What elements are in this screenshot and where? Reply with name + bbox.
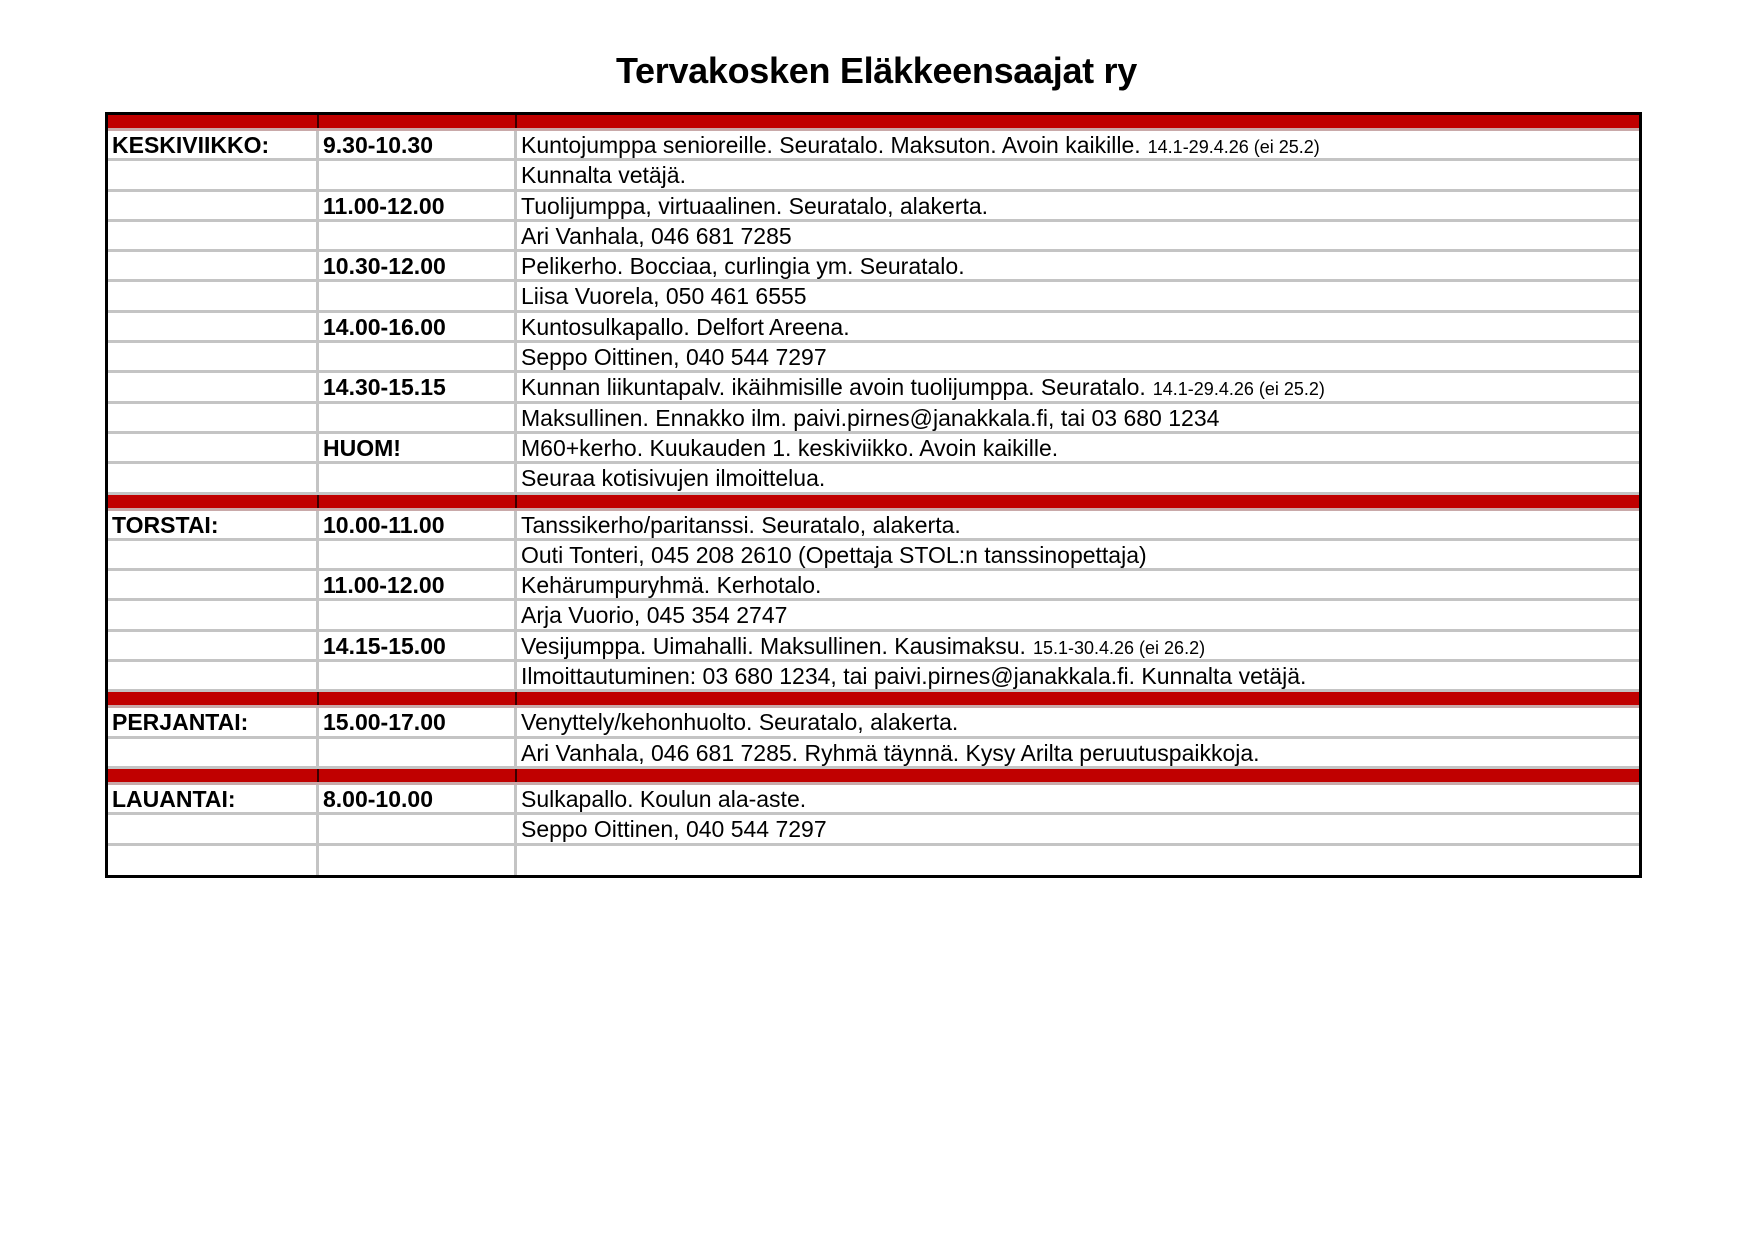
time-cell: 14.30-15.15 — [319, 373, 517, 400]
schedule-row — [108, 785, 1639, 815]
time-cell: 11.00-12.00 — [319, 192, 517, 219]
description-text: Tanssikerho/paritanssi. Seuratalo, alakerta. — [521, 511, 961, 538]
date-range-note: 15.1-30.4.26 (ei 26.2) — [1032, 637, 1206, 658]
day-cell — [108, 662, 319, 689]
day-cell — [108, 571, 319, 598]
day-cell — [108, 192, 319, 219]
time-cell — [319, 464, 517, 491]
schedule-row — [108, 222, 1639, 252]
description-text: Kunnalta vetäjä. — [521, 162, 686, 189]
schedule-row — [108, 541, 1639, 571]
date-range-note: 14.1-29.4.26 (ei 25.2) — [1147, 137, 1320, 157]
description-cell — [517, 541, 1639, 568]
time-cell — [319, 846, 517, 875]
schedule-row — [108, 373, 1639, 403]
description-cell — [517, 708, 1639, 735]
description-text: Venyttely/kehonhuolto. Seuratalo, alakerta. — [521, 709, 959, 736]
day-cell — [108, 601, 319, 628]
time-cell — [319, 404, 517, 431]
schedule-table — [105, 112, 1642, 878]
description-text: M60+kerho. Kuukauden 1. keskiviikko. Avoin kaikille. — [521, 434, 1059, 461]
day-cell — [108, 815, 319, 842]
description-text: Maksullinen. Ennakko ilm. paivi.pirnes@janakkala.fi, tai 03 680 1234 — [521, 404, 1220, 431]
description-cell — [517, 313, 1639, 340]
day-cell — [108, 632, 319, 659]
description-text: Ilmoittautuminen: 03 680 1234, tai paivi.pirnes@janakkala.fi. Kunnalta vetäjä. — [521, 663, 1307, 690]
description-cell — [517, 846, 1639, 875]
day-cell — [108, 846, 319, 875]
schedule-row — [108, 343, 1639, 373]
description-cell — [517, 662, 1639, 689]
description-cell — [517, 161, 1639, 188]
schedule-row — [108, 601, 1639, 631]
time-cell — [319, 662, 517, 689]
day-cell — [108, 161, 319, 188]
description-cell — [517, 192, 1639, 219]
section-separator — [108, 115, 1639, 131]
schedule-row — [108, 404, 1639, 434]
page-title: Tervakosken Eläkkeensaajat ry — [616, 50, 1137, 91]
day-cell — [108, 541, 319, 568]
day-cell — [108, 464, 319, 491]
schedule-row — [108, 192, 1639, 222]
schedule-row — [108, 252, 1639, 282]
section-separator — [108, 769, 1639, 785]
time-cell — [319, 739, 517, 766]
section-separator — [108, 495, 1639, 511]
day-cell — [108, 373, 319, 400]
description-text: Liisa Vuorela, 050 461 6555 — [521, 283, 807, 310]
schedule-row — [108, 739, 1639, 769]
schedule-row — [108, 511, 1639, 541]
day-cell — [108, 222, 319, 249]
description-text: Ari Vanhala, 046 681 7285. Ryhmä täynnä. Kysy Arilta peruutuspaikkoja. — [521, 739, 1260, 766]
description-cell — [517, 601, 1639, 628]
day-cell — [108, 282, 319, 309]
time-cell: 11.00-12.00 — [319, 571, 517, 598]
day-cell: TORSTAI: — [108, 511, 319, 538]
time-cell: 8.00-10.00 — [319, 785, 517, 812]
time-cell — [319, 601, 517, 628]
description-cell — [517, 222, 1639, 249]
time-cell — [319, 282, 517, 309]
description-cell — [517, 131, 1639, 158]
description-cell — [517, 511, 1639, 538]
section-separator — [108, 692, 1639, 708]
description-cell — [517, 282, 1639, 309]
schedule-row — [108, 571, 1639, 601]
description-cell — [517, 404, 1639, 431]
description-text: Kunnan liikuntapalv. ikäihmisille avoin tuolijumppa. Seuratalo. — [521, 374, 1146, 401]
description-text: Pelikerho. Bocciaa, curlingia ym. Seuratalo. — [521, 253, 965, 280]
description-text: Kuntojumppa senioreille. Seuratalo. Maksuton. Avoin kaikille. — [521, 132, 1141, 158]
day-cell — [108, 404, 319, 431]
time-cell — [319, 161, 517, 188]
schedule-row — [108, 662, 1639, 692]
day-cell — [108, 313, 319, 340]
time-cell: 10.00-11.00 — [319, 511, 517, 538]
description-cell — [517, 815, 1639, 842]
description-text: Arja Vuorio, 045 354 2747 — [521, 602, 788, 629]
day-cell — [108, 252, 319, 279]
schedule-row — [108, 632, 1639, 662]
day-cell: PERJANTAI: — [108, 708, 319, 735]
description-text: Kuntosulkapallo. Delfort Areena. — [521, 313, 850, 340]
day-cell — [108, 739, 319, 766]
schedule-row — [108, 464, 1639, 494]
description-cell — [517, 571, 1639, 598]
description-text: Seppo Oittinen, 040 544 7297 — [521, 344, 827, 371]
schedule-row — [108, 434, 1639, 464]
day-cell: KESKIVIIKKO: — [108, 131, 319, 158]
description-cell — [517, 252, 1639, 279]
description-cell — [517, 373, 1639, 400]
description-text: Ari Vanhala, 046 681 7285 — [521, 222, 792, 249]
time-cell: 9.30-10.30 — [319, 131, 517, 158]
description-cell — [517, 434, 1639, 461]
description-text: Vesijumppa. Uimahalli. Maksullinen. Kausimaksu. — [521, 632, 1026, 659]
description-text: Sulkapallo. Koulun ala-aste. — [521, 785, 807, 812]
description-text: Tuolijumppa, virtuaalinen. Seuratalo, alakerta. — [521, 192, 989, 219]
day-cell — [108, 343, 319, 370]
time-cell — [319, 815, 517, 842]
description-cell — [517, 464, 1639, 491]
time-cell: 14.15-15.00 — [319, 632, 517, 659]
description-cell — [517, 785, 1639, 812]
time-cell — [319, 541, 517, 568]
time-cell: 10.30-12.00 — [319, 252, 517, 279]
schedule-row — [108, 131, 1639, 161]
time-cell — [319, 222, 517, 249]
schedule-row — [108, 708, 1639, 738]
time-cell: 15.00-17.00 — [319, 708, 517, 735]
description-text: Seppo Oittinen, 040 544 7297 — [521, 816, 827, 843]
day-cell: LAUANTAI: — [108, 785, 319, 812]
time-cell — [319, 343, 517, 370]
schedule-row — [108, 282, 1639, 312]
description-cell — [517, 632, 1639, 659]
time-cell: HUOM! — [319, 434, 517, 461]
schedule-row — [108, 815, 1639, 845]
description-cell — [517, 739, 1639, 766]
date-range-note: 14.1-29.4.26 (ei 25.2) — [1152, 379, 1325, 400]
time-cell: 14.00-16.00 — [319, 313, 517, 340]
schedule-row — [108, 846, 1639, 875]
description-cell — [517, 343, 1639, 370]
schedule-row — [108, 161, 1639, 191]
description-text: Seuraa kotisivujen ilmoittelua. — [521, 465, 826, 492]
schedule-row — [108, 313, 1639, 343]
description-text: Outi Tonteri, 045 208 2610 (Opettaja STOL:n tanssinopettaja) — [521, 541, 1147, 568]
day-cell — [108, 434, 319, 461]
description-text: Kehärumpuryhmä. Kerhotalo. — [521, 572, 822, 599]
